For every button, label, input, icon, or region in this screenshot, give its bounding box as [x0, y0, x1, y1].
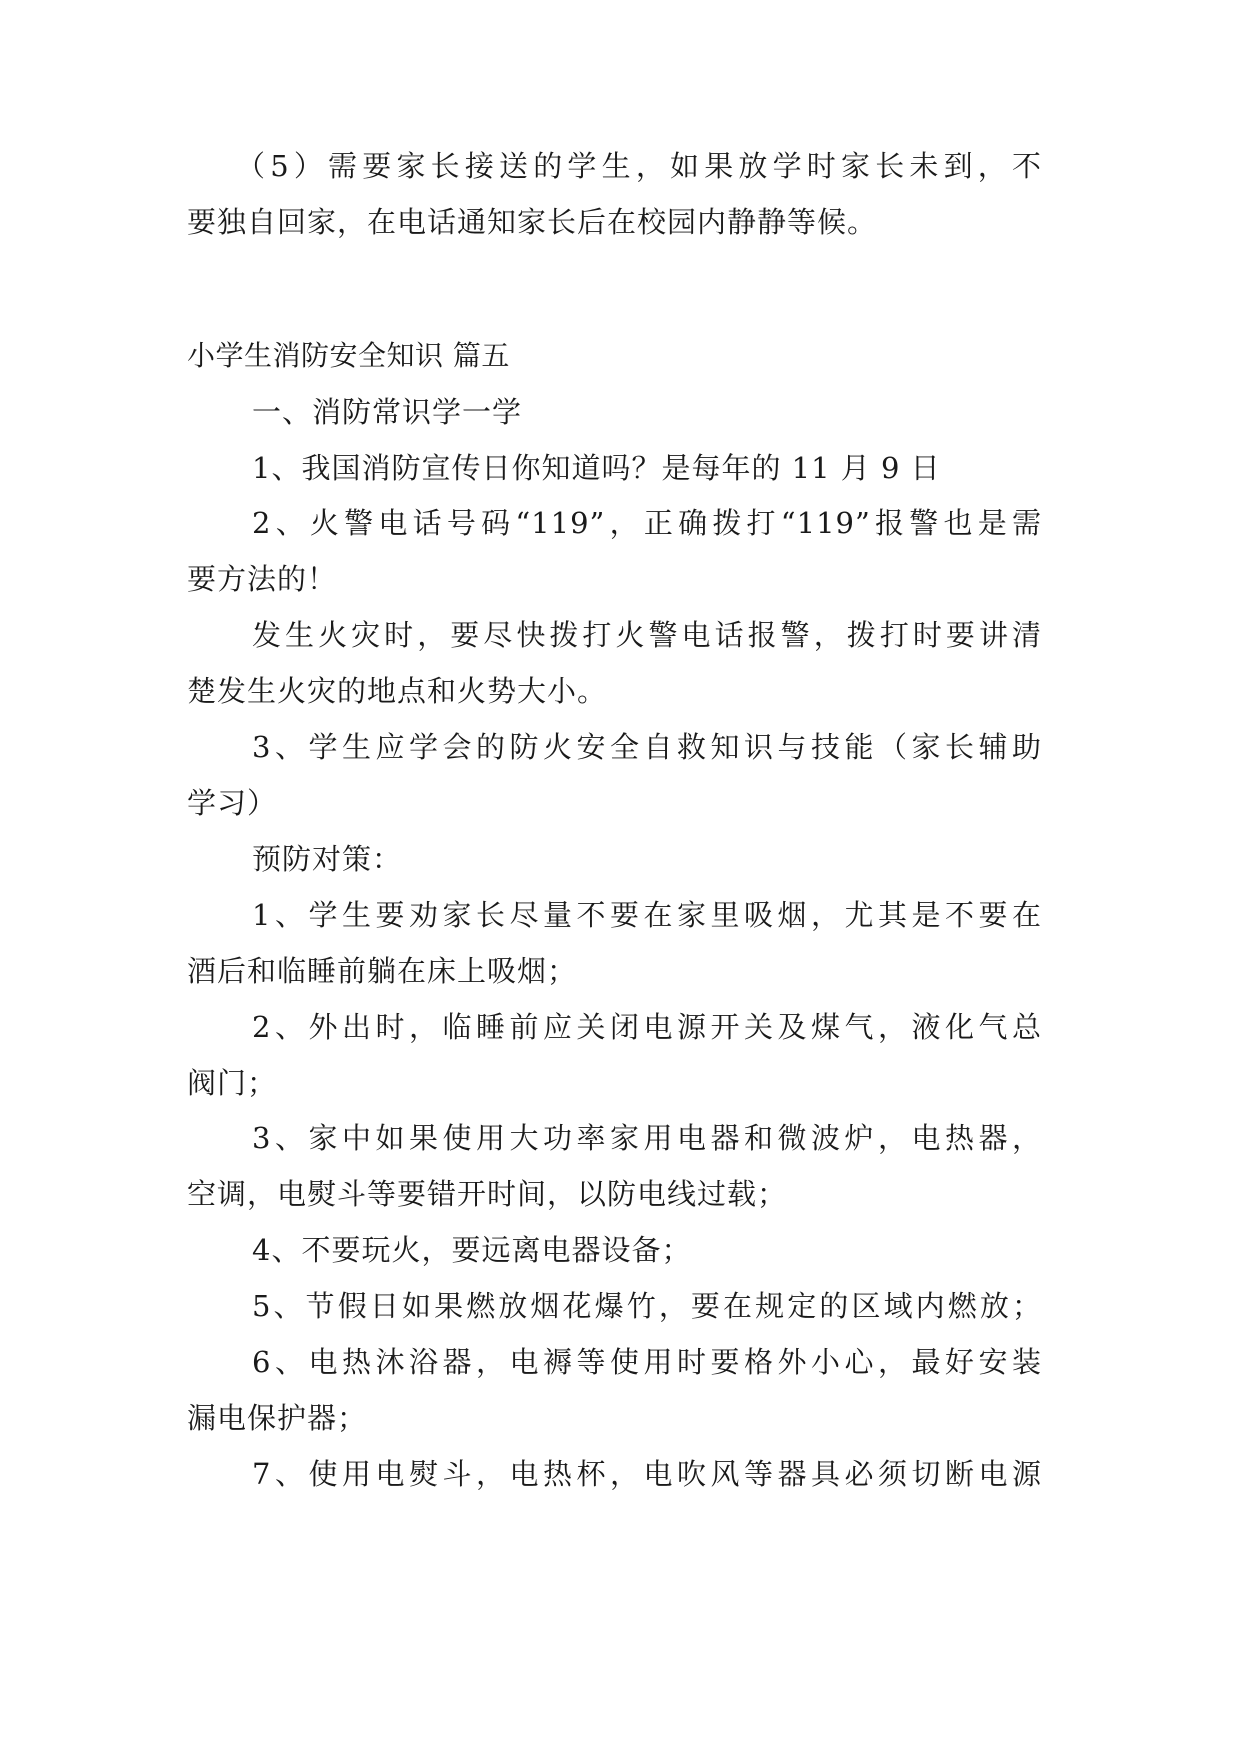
paragraph-line: 3、学生应学会的防火安全自救知识与技能（家长辅助 [252, 730, 1042, 764]
paragraph-line: 楚发生火灾的地点和火势大小。 [187, 674, 608, 708]
paragraph-line: 7、使用电熨斗，电热杯，电吹风等器具必须切断电源 [252, 1457, 1042, 1491]
paragraph-line: 3、家中如果使用大功率家用电器和微波炉，电热器， [252, 1121, 1042, 1155]
paragraph-line: 4、不要玩火，要远离电器设备； [252, 1233, 692, 1267]
paragraph-line: 空调，电熨斗等要错开时间，以防电线过载； [187, 1177, 788, 1211]
intro-paragraph-line-2: 要独自回家，在电话通知家长后在校园内静静等候。 [187, 205, 878, 239]
paragraph-line: 6、电热沐浴器，电褥等使用时要格外小心，最好安装 [252, 1345, 1042, 1379]
paragraph-line: 5、节假日如果燃放烟花爆竹，要在规定的区域内燃放； [252, 1289, 1042, 1323]
section-title: 小学生消防安全知识 篇五 [187, 339, 510, 372]
paragraph-line: 要方法的！ [187, 562, 338, 596]
subheading-prevention: 预防对策： [252, 842, 403, 876]
paragraph-line: 2、火警电话号码“119”，正确拨打“119”报警也是需 [252, 506, 1042, 540]
paragraph-line: 1、我国消防宣传日你知道吗？是每年的 11 月 9 日 [252, 451, 941, 485]
intro-paragraph-line-1: （5）需要家长接送的学生，如果放学时家长未到，不 [236, 149, 1042, 183]
subheading-fire-knowledge: 一、消防常识学一学 [252, 395, 523, 429]
paragraph-line: 1、学生要劝家长尽量不要在家里吸烟，尤其是不要在 [252, 898, 1042, 932]
paragraph-line: 学习） [187, 786, 278, 820]
paragraph-line: 阀门； [187, 1066, 278, 1100]
paragraph-line: 漏电保护器； [187, 1401, 368, 1435]
paragraph-line: 发生火灾时，要尽快拨打火警电话报警，拨打时要讲清 [252, 618, 1042, 652]
paragraph-line: 2、外出时，临睡前应关闭电源开关及煤气，液化气总 [252, 1010, 1042, 1044]
paragraph-line: 酒后和临睡前躺在床上吸烟； [187, 954, 578, 988]
